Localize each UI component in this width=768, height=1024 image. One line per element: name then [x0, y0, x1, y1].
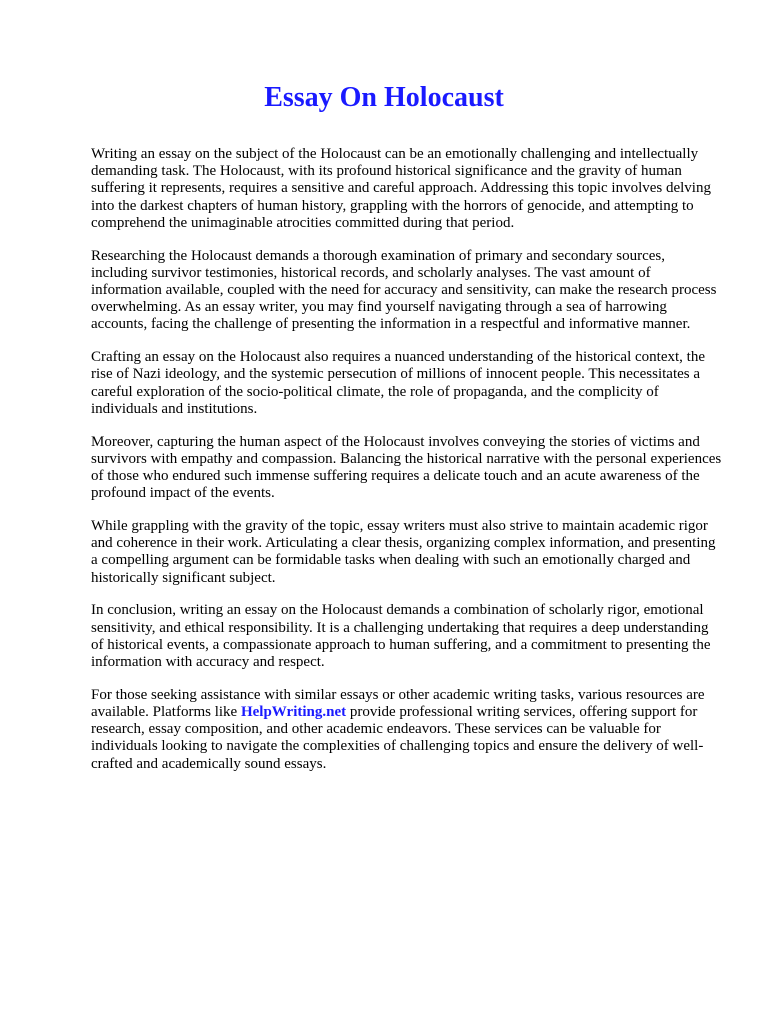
page-title: Essay On Holocaust: [264, 82, 504, 113]
paragraph-7: [91, 687, 723, 773]
paragraph-6: In conclusion, writing an essay on the Holocaust demands a combination of scholarly rigor, emotional sensitivity, and ethical responsibility. It is a challenging undertaking that requires a deep understanding of historical events, a compassionate approach to human suffering, and a commitment to presenting the information with accuracy and respect.: [91, 602, 711, 671]
essay-body: [91, 146, 723, 788]
paragraph-1: Writing an essay on the subject of the Holocaust can be an emotionally challenging and intellectually demanding task. The Holocaust, with its profound historical significance and the gravity of human suffering it represents, requires a sensitive and careful approach. Addressing this topic involves delving into the darkest chapters of human history, grappling with the horrors of genocide, and attempting to comprehend the unimaginable atrocities committed during that period.: [91, 146, 711, 231]
helpwriting-link[interactable]: HelpWriting.net: [240, 704, 347, 721]
paragraph-7-before-link: For those seeking assistance with similar essays or other academic writing tasks, various resources are available. Platforms like: [91, 686, 705, 721]
paragraph-2: Researching the Holocaust demands a thorough examination of primary and secondary sources, including survivor testimonies, historical records, and scholarly analyses. The vast amount of information available, coupled with the need for accuracy and sensitivity, can make the research process overwhelming. As an essay writer, you may find yourself navigating through a sea of harrowing accounts, facing the challenge of presenting the information in a respectful and informative manner.: [91, 247, 717, 333]
paragraph-3: Crafting an essay on the Holocaust also requires a nuanced understanding of the historical context, the rise of Nazi ideology, and the systemic persecution of millions of innocent people. This necessitates a careful exploration of the socio-political climate, the role of propaganda, and the complicity of individuals and institutions.: [91, 349, 705, 417]
paragraph-7-after-link: provide professional writing services, offering support for research, essay composition, and other academic endeavors. These services can be valuable for individuals looking to navigate the complexities of challenging topics and ensure the delivery of well-crafted and academically sound essays.: [91, 704, 704, 772]
paragraph-5: While grappling with the gravity of the topic, essay writers must also strive to maintain academic rigor and coherence in their work. Articulating a clear thesis, organizing complex information, and presenting a compelling argument can be formidable tasks when dealing with such an emotionally charged and historically significant subject.: [91, 518, 716, 586]
paragraph-4: Moreover, capturing the human aspect of the Holocaust involves conveying the stories of victims and survivors with empathy and compassion. Balancing the historical narrative with the personal experiences of those who endured such immense suffering requires a delicate touch and an acute awareness of the profound impact of the events.: [91, 433, 722, 502]
